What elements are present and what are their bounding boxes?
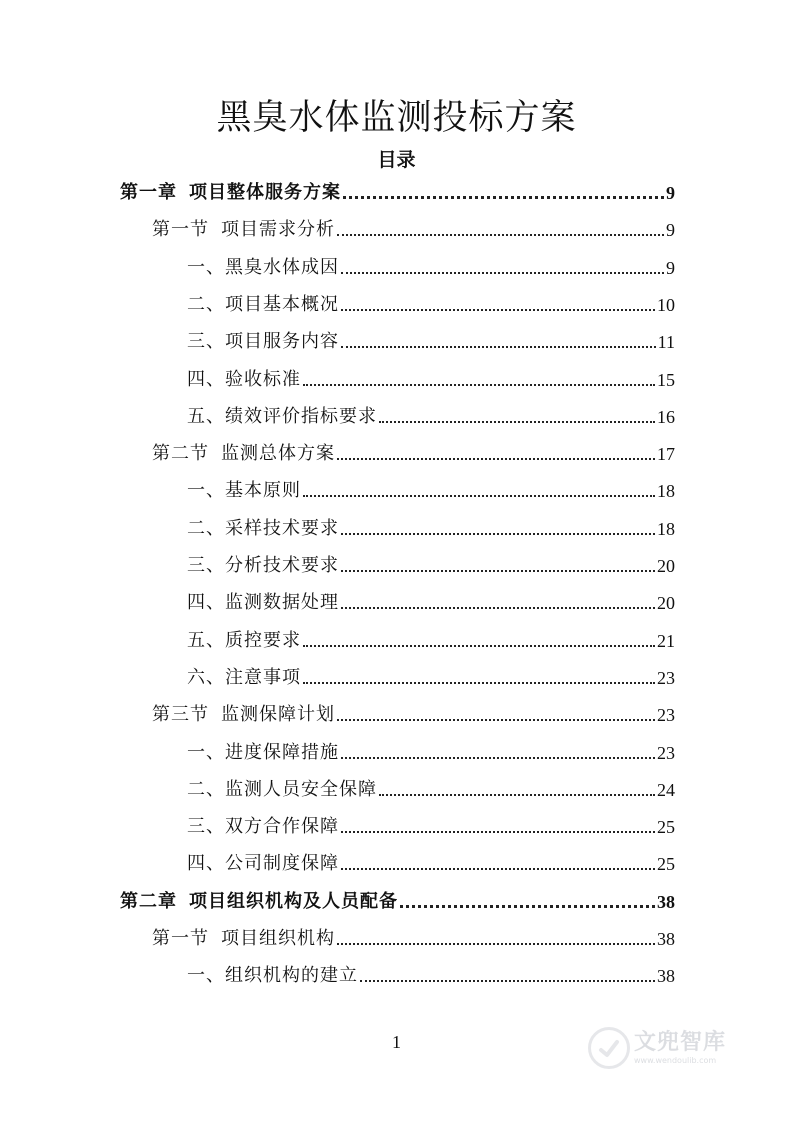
toc-entry-page: 38 [657, 891, 675, 912]
toc-entry-text [187, 815, 339, 839]
toc-entry-page: 16 [657, 406, 675, 427]
toc-entry-title: 公司制度保障 [225, 853, 339, 875]
toc-leader-dots [341, 757, 655, 759]
toc-leader-dots [303, 495, 655, 497]
toc-entry-title: 采样技术要求 [225, 517, 339, 539]
toc-leader-dots [341, 309, 655, 311]
toc-entry-title: 项目组织机构 [221, 928, 335, 949]
toc-entry[interactable] [187, 815, 675, 839]
toc-entry-page: 17 [657, 444, 675, 465]
toc-entry-title: 基本原则 [225, 480, 301, 502]
watermark-url: www.wendoulib.com [634, 1055, 717, 1065]
toc-leader-dots [343, 196, 664, 199]
toc-entry-label: 三、 [187, 816, 225, 838]
toc-entry-text [187, 479, 301, 503]
toc-entry-label: 第二章 [120, 890, 177, 912]
toc-entry-text [187, 330, 339, 354]
toc-entry-title: 项目组织机构及人员配备 [189, 890, 398, 912]
toc-leader-dots [341, 533, 655, 535]
toc-entry-text [152, 218, 335, 242]
toc-entry-label: 一、 [187, 256, 225, 278]
toc-entry-text [187, 293, 339, 317]
toc-leader-dots [303, 645, 655, 647]
toc-entry[interactable] [152, 703, 675, 727]
toc-leader-dots [400, 905, 655, 908]
toc-entry[interactable] [187, 405, 675, 429]
toc-entry[interactable] [187, 256, 675, 280]
toc-entry[interactable] [187, 330, 675, 354]
toc-entry-page: 18 [657, 518, 675, 539]
toc-entry-label: 一、 [187, 741, 225, 763]
toc-entry-title: 质控要求 [225, 629, 301, 651]
watermark [588, 1020, 758, 1076]
toc-entry[interactable] [152, 927, 675, 951]
toc-entry-page: 38 [657, 966, 675, 987]
toc-entry-label: 三、 [187, 331, 225, 353]
toc-entry-text [187, 778, 377, 802]
toc-entry-page: 15 [657, 369, 675, 390]
toc-entry-text [187, 666, 301, 690]
toc-entry[interactable] [187, 591, 675, 615]
toc-entry[interactable] [187, 741, 675, 765]
toc-leader-dots [379, 794, 655, 796]
toc-entry-page: 25 [657, 854, 675, 875]
toc-entry-label: 四、 [187, 368, 225, 390]
toc-entry-page: 20 [657, 556, 675, 576]
toc-entry-text [187, 964, 358, 988]
toc-entry-text [187, 517, 339, 541]
toc-entry-page: 21 [657, 630, 675, 651]
toc-entry[interactable] [187, 479, 675, 503]
toc-entry-label: 第一节 [152, 219, 209, 241]
toc-leader-dots [341, 346, 656, 348]
toc-entry[interactable] [187, 964, 675, 988]
toc-leader-dots [341, 272, 664, 274]
toc-leader-dots [337, 458, 655, 460]
toc-leader-dots [337, 943, 655, 945]
toc-entry-title: 项目基本概况 [225, 293, 339, 315]
toc-entry-page: 20 [657, 593, 675, 614]
toc-entry-label: 二、 [187, 778, 225, 800]
toc-entry-text [187, 591, 339, 615]
toc-entry-title: 分析技术要求 [225, 555, 339, 576]
toc-entry[interactable] [187, 778, 675, 802]
toc-entry-title: 组织机构的建立 [225, 965, 358, 987]
toc-entry-label: 五、 [187, 405, 225, 427]
toc-leader-dots [341, 607, 655, 609]
toc-entry-page: 25 [657, 817, 675, 838]
toc-leader-dots [337, 234, 664, 236]
toc-entry-title: 监测总体方案 [221, 443, 335, 465]
toc-entry-text [187, 554, 339, 578]
toc-entry-text [187, 629, 301, 653]
toc-entry-text [152, 927, 335, 951]
toc-entry-text [152, 442, 335, 466]
toc-entry-label: 第一章 [120, 182, 177, 203]
toc-entry-title: 进度保障措施 [225, 741, 339, 763]
toc-entry-label: 第二节 [152, 443, 209, 465]
toc-entry-label: 二、 [187, 293, 225, 315]
toc-entry[interactable] [152, 218, 675, 242]
toc-entry-page: 23 [657, 667, 675, 688]
wendou-logo-icon [588, 1027, 630, 1069]
toc-entry[interactable] [187, 852, 675, 876]
toc-entry[interactable] [120, 890, 675, 914]
toc-entry[interactable] [187, 368, 675, 392]
toc-leader-dots [341, 570, 655, 572]
toc-entry-page: 11 [657, 332, 675, 353]
toc-entry-label: 一、 [187, 480, 225, 502]
toc-entry-text [187, 368, 301, 392]
toc-entry-label: 第一节 [152, 928, 209, 949]
toc-entry-title: 监测保障计划 [221, 704, 335, 726]
toc-entry-label: 第三节 [152, 704, 209, 726]
toc-leader-dots [360, 980, 655, 982]
toc-entry-label: 一、 [187, 965, 225, 987]
toc-entry-label: 四、 [187, 592, 225, 614]
toc-entry-label: 二、 [187, 517, 225, 539]
toc-entry[interactable] [187, 517, 675, 541]
toc-entry-text [187, 852, 339, 876]
toc-entry-title: 项目整体服务方案 [189, 182, 341, 203]
toc-leader-dots [337, 719, 655, 721]
toc-entry-page: 9 [666, 220, 675, 241]
toc-entry-page: 9 [666, 257, 675, 278]
toc-entry-title: 项目需求分析 [221, 219, 335, 241]
toc-entry-page: 18 [657, 481, 675, 502]
toc-leader-dots [303, 682, 655, 684]
toc-entry-title: 黑臭水体成因 [225, 256, 339, 278]
toc-entry[interactable] [187, 293, 675, 317]
toc-entry[interactable] [187, 629, 675, 653]
toc-entry-title: 监测数据处理 [225, 592, 339, 614]
toc-entry-title: 验收标准 [225, 368, 301, 390]
toc-entry-text [187, 741, 339, 765]
toc-entry-page: 23 [657, 742, 675, 763]
toc-entry[interactable] [120, 181, 675, 205]
toc-entry-text [187, 405, 377, 429]
toc-entry-label: 六、 [187, 666, 225, 688]
toc-entry-text [152, 703, 335, 727]
toc-entry-page: 24 [657, 779, 675, 800]
toc-entry-label: 五、 [187, 629, 225, 651]
toc-entry-title: 监测人员安全保障 [225, 778, 377, 800]
toc-entry-title: 注意事项 [225, 666, 301, 688]
toc-entry[interactable] [187, 666, 675, 690]
toc-entry-page: 23 [657, 705, 675, 726]
toc-entry-text [120, 890, 398, 914]
toc-leader-dots [341, 831, 655, 833]
toc-entry-page: 10 [657, 294, 675, 315]
toc-entry-text [120, 181, 341, 205]
toc-leader-dots [341, 868, 655, 870]
toc-entry-title: 双方合作保障 [225, 816, 339, 838]
watermark-name: 文兜智库 [634, 1029, 727, 1055]
toc-entry[interactable] [152, 442, 675, 466]
toc-entry-text [187, 256, 339, 280]
page-number: 1 [392, 1032, 401, 1052]
toc-heading: 目录 [377, 149, 416, 171]
toc-leader-dots [379, 421, 655, 423]
document-title: 黑臭水体监测投标方案 [216, 98, 577, 138]
toc-entry-page: 38 [657, 929, 675, 949]
toc-leader-dots [303, 384, 655, 386]
toc-entry-label: 四、 [187, 853, 225, 875]
toc-entry-title: 项目服务内容 [225, 331, 339, 353]
toc-entry-title: 绩效评价指标要求 [225, 405, 377, 427]
toc-entry[interactable] [187, 554, 675, 578]
toc-entry-label: 三、 [187, 555, 225, 576]
toc-entry-page: 9 [666, 183, 675, 203]
